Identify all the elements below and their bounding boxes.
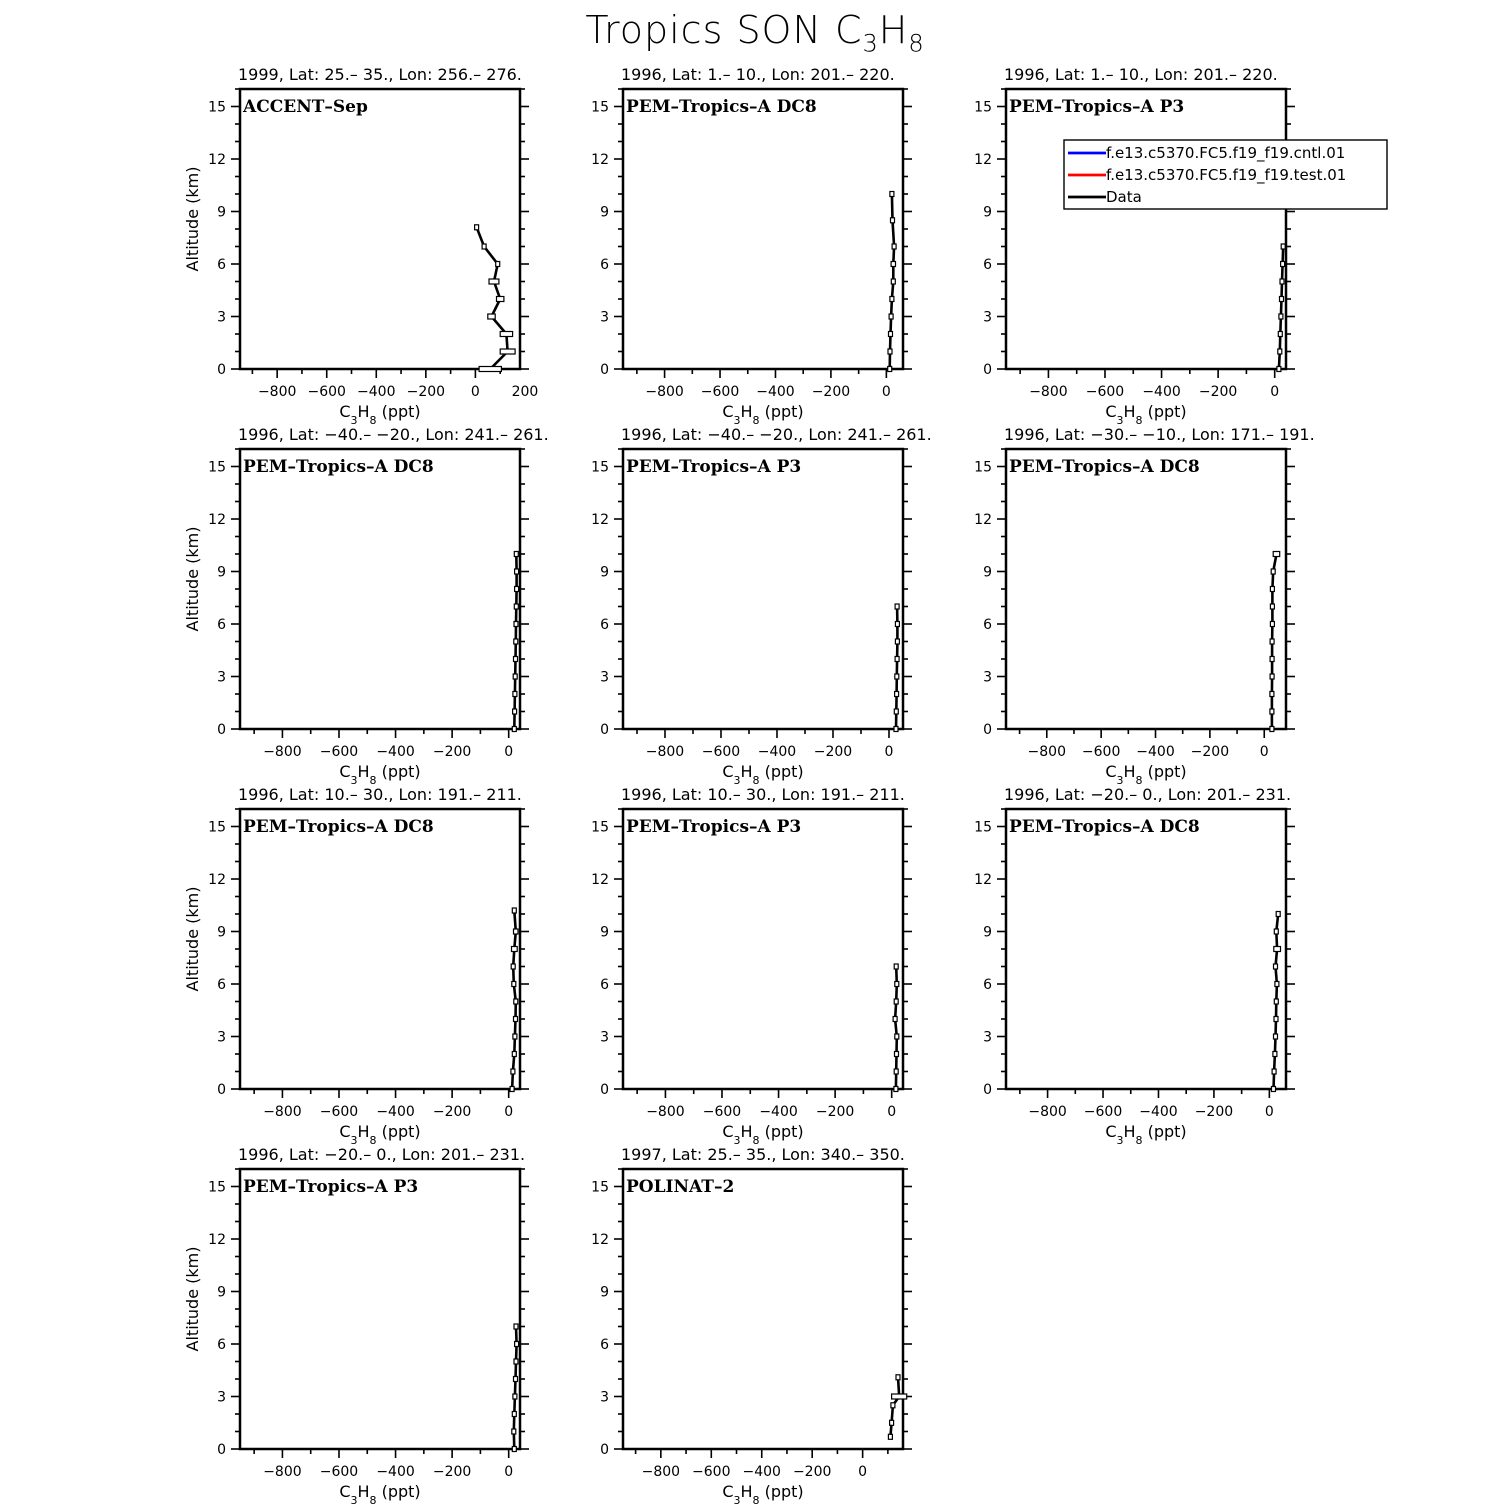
data-point-errorbox xyxy=(1274,1034,1278,1039)
panel-header: 1997, Lat: 25.– 35., Lon: 340.– 350. xyxy=(621,1145,905,1164)
y-tick-label: 12 xyxy=(974,152,992,168)
x-tick-label: −800 xyxy=(263,744,302,760)
y-tick-label: 15 xyxy=(974,99,992,116)
y-tick-label: 12 xyxy=(974,872,992,888)
campaign-label: PEM–Tropics–A P3 xyxy=(626,457,802,477)
data-point-errorbox xyxy=(510,1087,514,1092)
chart-panel-9 xyxy=(974,785,1295,1147)
plot-frame xyxy=(240,1169,520,1449)
data-point-errorbox xyxy=(479,367,501,372)
data-point-errorbox xyxy=(1274,999,1278,1004)
data-point-errorbox xyxy=(895,674,899,679)
data-point-errorbox xyxy=(888,367,892,372)
y-tick-label: 6 xyxy=(983,617,992,633)
x-tick-label: 0 xyxy=(881,384,891,400)
data-point-errorbox xyxy=(515,1342,519,1347)
data-point-errorbox xyxy=(1270,639,1274,644)
y-tick-label: 0 xyxy=(217,1442,226,1458)
x-tick-label: −800 xyxy=(1027,744,1067,760)
data-point-errorbox xyxy=(513,1394,517,1399)
y-tick-label: 15 xyxy=(208,1179,226,1196)
panel-header: 1996, Lat: −40.– −20., Lon: 241.– 261. xyxy=(621,425,932,444)
chart-panel-3 xyxy=(974,65,1295,427)
data-point-errorbox xyxy=(482,244,486,249)
y-tick-label: 6 xyxy=(217,1337,226,1353)
y-tick-label: 9 xyxy=(983,204,992,221)
figure-title: Tropics SON $C_3H_8$ xyxy=(585,8,925,58)
data-point-errorbox xyxy=(513,709,517,714)
y-tick-label: 9 xyxy=(600,1284,609,1301)
data-point-errorbox xyxy=(1274,929,1278,934)
x-axis-label: $C_3H_8$ (ppt) xyxy=(722,402,804,427)
plot-frame xyxy=(1006,449,1286,729)
x-tick-label: −200 xyxy=(432,1104,472,1120)
y-tick-label: 0 xyxy=(600,362,609,378)
panel-header: 1996, Lat: 1.– 10., Lon: 201.– 220. xyxy=(1004,65,1278,84)
data-point-errorbox xyxy=(1270,692,1274,697)
plot-frame xyxy=(240,449,520,729)
x-tick-label: −800 xyxy=(1029,384,1068,400)
x-tick-label: −400 xyxy=(742,1464,781,1480)
campaign-label: PEM–Tropics–A P3 xyxy=(626,817,802,837)
data-point-errorbox xyxy=(1273,552,1280,557)
y-tick-label: 12 xyxy=(208,512,226,528)
data-point-errorbox xyxy=(1277,367,1281,372)
x-tick-label: −400 xyxy=(376,1104,415,1120)
x-tick-label: 0 xyxy=(887,1104,897,1120)
data-point-errorbox xyxy=(1275,982,1279,987)
x-tick-label: 0 xyxy=(1270,384,1280,400)
y-tick-label: 3 xyxy=(600,309,609,326)
x-tick-label: −600 xyxy=(692,1464,731,1480)
plot-frame xyxy=(623,809,903,1089)
y-tick-label: 9 xyxy=(217,204,226,221)
campaign-label: PEM–Tropics–A DC8 xyxy=(243,817,434,837)
y-tick-label: 12 xyxy=(591,1232,609,1248)
y-tick-label: 6 xyxy=(983,977,992,993)
x-tick-label: 0 xyxy=(858,1464,868,1480)
data-point-errorbox xyxy=(512,982,516,987)
x-axis-label: $C_3H_8$ (ppt) xyxy=(1105,762,1187,787)
data-point-errorbox xyxy=(514,604,518,609)
chart-panel-8 xyxy=(591,785,912,1147)
y-axis-label: Altitude (km) xyxy=(183,526,202,632)
data-point-errorbox xyxy=(1280,279,1284,284)
y-tick-label: 0 xyxy=(600,1082,609,1098)
campaign-label: POLINAT–2 xyxy=(626,1177,735,1197)
data-point-errorbox xyxy=(891,262,895,267)
y-tick-label: 6 xyxy=(983,257,992,273)
data-point-errorbox xyxy=(515,569,519,574)
data-point-errorbox xyxy=(1274,947,1281,952)
y-tick-label: 0 xyxy=(983,722,992,738)
x-tick-label: −600 xyxy=(701,744,741,760)
y-tick-label: 12 xyxy=(208,152,226,168)
plot-frame xyxy=(1006,89,1286,369)
data-point-errorbox xyxy=(894,999,898,1004)
y-tick-label: 15 xyxy=(208,459,226,476)
x-tick-label: −600 xyxy=(319,1104,359,1120)
x-tick-label: −600 xyxy=(307,384,346,400)
x-axis-label: $C_3H_8$ (ppt) xyxy=(339,1122,421,1147)
x-tick-label: −200 xyxy=(1194,1104,1234,1120)
data-point-errorbox xyxy=(1270,604,1274,609)
data-point-errorbox xyxy=(892,1394,907,1399)
chart-panel-7 xyxy=(183,785,529,1147)
panel-header: 1999, Lat: 25.– 35., Lon: 256.– 276. xyxy=(238,65,522,84)
data-point-errorbox xyxy=(1278,349,1282,354)
data-point-errorbox xyxy=(896,1375,900,1380)
x-tick-label: 200 xyxy=(511,384,539,400)
chart-panel-11 xyxy=(591,1145,912,1507)
panel-header: 1996, Lat: −20.– 0., Lon: 201.– 231. xyxy=(1004,785,1292,804)
data-point-errorbox xyxy=(894,1069,898,1074)
panel-header: 1996, Lat: −20.– 0., Lon: 201.– 231. xyxy=(238,1145,526,1164)
data-point-errorbox xyxy=(514,622,518,627)
data-point-errorbox xyxy=(1270,709,1274,714)
campaign-label: PEM–Tropics–A DC8 xyxy=(626,97,817,117)
x-axis-label: $C_3H_8$ (ppt) xyxy=(1105,1122,1187,1147)
campaign-label: PEM–Tropics–A P3 xyxy=(1009,97,1185,117)
data-point-errorbox xyxy=(489,279,499,284)
data-point-errorbox xyxy=(895,604,899,609)
y-tick-label: 3 xyxy=(217,1389,226,1406)
data-point-errorbox xyxy=(511,1069,515,1074)
y-tick-label: 15 xyxy=(591,99,609,116)
y-tick-label: 3 xyxy=(600,1029,609,1046)
y-tick-label: 6 xyxy=(600,257,609,273)
y-tick-label: 0 xyxy=(217,1082,226,1098)
data-point-errorbox xyxy=(1270,674,1274,679)
data-point-errorbox xyxy=(893,1017,897,1022)
data-point-errorbox xyxy=(1278,332,1282,337)
chart-panel-6 xyxy=(974,425,1315,787)
y-tick-label: 9 xyxy=(600,924,609,941)
y-tick-label: 15 xyxy=(208,819,226,836)
y-tick-label: 3 xyxy=(217,1029,226,1046)
data-point-errorbox xyxy=(511,964,515,969)
x-tick-label: −400 xyxy=(1142,384,1181,400)
data-point-errorbox xyxy=(895,982,899,987)
x-tick-label: −200 xyxy=(1190,744,1230,760)
x-tick-label: −600 xyxy=(1083,1104,1123,1120)
data-point-errorbox xyxy=(888,1434,892,1439)
y-tick-label: 15 xyxy=(974,459,992,476)
data-point-errorbox xyxy=(895,692,899,697)
y-tick-label: 3 xyxy=(600,669,609,686)
data-point-errorbox xyxy=(512,908,516,913)
data-point-errorbox xyxy=(512,947,518,952)
y-tick-label: 15 xyxy=(591,819,609,836)
data-point-errorbox xyxy=(514,1377,518,1382)
chart-panel-5 xyxy=(591,425,932,787)
data-point-errorbox xyxy=(512,727,516,732)
x-tick-label: −200 xyxy=(811,384,851,400)
x-axis-label: $C_3H_8$ (ppt) xyxy=(339,1482,421,1507)
y-tick-label: 3 xyxy=(983,309,992,326)
panel-header: 1996, Lat: 1.– 10., Lon: 201.– 220. xyxy=(621,65,895,84)
data-point-errorbox xyxy=(496,262,500,267)
x-tick-label: −800 xyxy=(645,744,685,760)
data-point-errorbox xyxy=(890,297,894,302)
x-tick-label: −800 xyxy=(263,1104,302,1120)
y-tick-label: 3 xyxy=(983,1029,992,1046)
data-point-errorbox xyxy=(895,622,899,627)
x-tick-label: −600 xyxy=(1081,744,1121,760)
x-tick-label: 0 xyxy=(1264,1104,1274,1120)
y-tick-label: 3 xyxy=(217,309,226,326)
campaign-label: PEM–Tropics–A DC8 xyxy=(243,457,434,477)
plot-frame xyxy=(623,89,903,369)
y-tick-label: 12 xyxy=(591,872,609,888)
data-point-errorbox xyxy=(514,1017,518,1022)
y-tick-label: 3 xyxy=(983,669,992,686)
data-point-errorbox xyxy=(475,225,479,230)
y-tick-label: 6 xyxy=(217,617,226,633)
panel-header: 1996, Lat: −30.– −10., Lon: 171.– 191. xyxy=(1004,425,1315,444)
y-tick-label: 9 xyxy=(217,564,226,581)
plot-frame xyxy=(623,449,903,729)
y-tick-label: 6 xyxy=(217,257,226,273)
chart-panel-4 xyxy=(183,425,549,787)
data-point-errorbox xyxy=(512,1052,516,1057)
data-point-errorbox xyxy=(895,657,899,662)
data-point-errorbox xyxy=(1274,1017,1278,1022)
data-point-errorbox xyxy=(1281,244,1285,249)
data-point-errorbox xyxy=(1274,964,1278,969)
data-point-errorbox xyxy=(894,709,898,714)
y-tick-label: 0 xyxy=(600,722,609,738)
y-tick-label: 15 xyxy=(591,1179,609,1196)
campaign-label: PEM–Tropics–A DC8 xyxy=(1009,817,1200,837)
y-tick-label: 6 xyxy=(600,977,609,993)
y-tick-label: 9 xyxy=(983,924,992,941)
data-point-errorbox xyxy=(1273,1052,1277,1057)
x-axis-label: $C_3H_8$ (ppt) xyxy=(1105,402,1187,427)
x-axis-label: $C_3H_8$ (ppt) xyxy=(339,402,421,427)
data-point-errorbox xyxy=(888,349,892,354)
y-tick-label: 3 xyxy=(600,1389,609,1406)
y-tick-label: 9 xyxy=(217,924,226,941)
x-tick-label: −600 xyxy=(700,384,740,400)
panel-header: 1996, Lat: −40.– −20., Lon: 241.– 261. xyxy=(238,425,549,444)
data-point-errorbox xyxy=(514,657,518,662)
x-tick-label: −800 xyxy=(257,384,297,400)
x-tick-label: −200 xyxy=(406,384,446,400)
x-tick-label: −400 xyxy=(376,1464,415,1480)
chart-panel-10 xyxy=(183,1145,529,1507)
x-tick-label: −200 xyxy=(1198,384,1238,400)
y-tick-label: 9 xyxy=(217,1284,226,1301)
data-point-errorbox xyxy=(890,192,894,197)
y-tick-label: 12 xyxy=(591,512,609,528)
y-tick-label: 15 xyxy=(974,819,992,836)
y-tick-label: 0 xyxy=(217,362,226,378)
data-point-errorbox xyxy=(891,279,895,284)
x-tick-label: −800 xyxy=(263,1464,302,1480)
data-point-errorbox xyxy=(497,297,504,302)
data-point-errorbox xyxy=(892,244,896,249)
campaign-label: PEM–Tropics–A P3 xyxy=(243,1177,419,1197)
data-point-errorbox xyxy=(895,639,899,644)
data-point-errorbox xyxy=(512,1447,516,1452)
data-point-errorbox xyxy=(1272,1069,1276,1074)
y-tick-label: 12 xyxy=(208,872,226,888)
x-tick-label: 0 xyxy=(884,744,894,760)
plot-frame xyxy=(1006,809,1286,1089)
data-point-errorbox xyxy=(1272,1087,1276,1092)
data-point-errorbox xyxy=(1276,912,1280,917)
legend xyxy=(1064,140,1387,209)
y-tick-label: 9 xyxy=(600,564,609,581)
x-tick-label: −200 xyxy=(813,744,853,760)
data-point-errorbox xyxy=(513,692,517,697)
data-point-errorbox xyxy=(513,1034,517,1039)
x-tick-label: −800 xyxy=(646,1104,685,1120)
data-point-errorbox xyxy=(514,639,518,644)
y-tick-label: 6 xyxy=(217,977,226,993)
data-point-errorbox xyxy=(488,314,495,319)
data-point-errorbox xyxy=(889,314,893,319)
data-point-errorbox xyxy=(514,1359,518,1364)
x-tick-label: 0 xyxy=(504,744,514,760)
y-tick-label: 0 xyxy=(983,1082,992,1098)
data-point-errorbox xyxy=(513,674,517,679)
plot-frame xyxy=(623,1169,903,1449)
data-point-errorbox xyxy=(1270,727,1274,732)
x-tick-label: −200 xyxy=(815,1104,855,1120)
x-axis-label: $C_3H_8$ (ppt) xyxy=(722,1482,804,1507)
y-tick-label: 6 xyxy=(600,1337,609,1353)
data-point-errorbox xyxy=(891,218,895,223)
data-point-errorbox xyxy=(515,587,519,592)
y-tick-label: 9 xyxy=(983,564,992,581)
x-tick-label: −400 xyxy=(757,744,797,760)
data-point-errorbox xyxy=(891,1403,895,1408)
x-axis-label: $C_3H_8$ (ppt) xyxy=(722,1122,804,1147)
legend-entry-label: f.e13.c5370.FC5.f19_f19.test.01 xyxy=(1106,166,1347,184)
data-point-errorbox xyxy=(894,727,898,732)
x-tick-label: −800 xyxy=(645,384,684,400)
x-tick-label: −200 xyxy=(792,1464,832,1480)
data-point-errorbox xyxy=(1281,262,1285,267)
data-point-errorbox xyxy=(1270,587,1274,592)
plot-frame xyxy=(240,809,520,1089)
y-tick-label: 6 xyxy=(600,617,609,633)
y-tick-label: 9 xyxy=(600,204,609,221)
campaign-label: PEM–Tropics–A DC8 xyxy=(1009,457,1200,477)
x-tick-label: 0 xyxy=(504,1104,514,1120)
data-point-errorbox xyxy=(514,1324,518,1329)
x-tick-label: 0 xyxy=(1259,744,1269,760)
x-axis-label: $C_3H_8$ (ppt) xyxy=(722,762,804,787)
y-tick-label: 12 xyxy=(208,1232,226,1248)
x-tick-label: 0 xyxy=(470,384,480,400)
chart-panel-2 xyxy=(591,65,912,427)
data-point-errorbox xyxy=(1271,569,1275,574)
data-point-errorbox xyxy=(890,1420,894,1425)
y-tick-label: 0 xyxy=(983,362,992,378)
data-point-errorbox xyxy=(895,1052,899,1057)
y-axis-label: Altitude (km) xyxy=(183,1246,202,1352)
x-tick-label: −600 xyxy=(319,1464,359,1480)
x-tick-label: −400 xyxy=(357,384,396,400)
data-point-errorbox xyxy=(512,1412,516,1417)
legend-entry-label: f.e13.c5370.FC5.f19_f19.cntl.01 xyxy=(1106,144,1346,162)
x-tick-label: −400 xyxy=(376,744,415,760)
data-point-errorbox xyxy=(894,964,898,969)
data-point-errorbox xyxy=(1279,314,1283,319)
y-tick-label: 0 xyxy=(600,1442,609,1458)
data-point-errorbox xyxy=(500,349,515,354)
panel-header: 1996, Lat: 10.– 30., Lon: 191.– 211. xyxy=(238,785,522,804)
x-tick-label: −400 xyxy=(759,1104,798,1120)
x-tick-label: −400 xyxy=(1136,744,1175,760)
campaign-label: ACCENT–Sep xyxy=(243,97,368,117)
data-point-errorbox xyxy=(1280,297,1284,302)
x-tick-label: −800 xyxy=(641,1464,681,1480)
y-tick-label: 12 xyxy=(591,152,609,168)
panel-header: 1996, Lat: 10.– 30., Lon: 191.– 211. xyxy=(621,785,905,804)
y-tick-label: 12 xyxy=(974,512,992,528)
y-axis-label: Altitude (km) xyxy=(183,886,202,992)
y-tick-label: 15 xyxy=(208,99,226,116)
x-tick-label: −200 xyxy=(432,744,472,760)
data-point-errorbox xyxy=(512,1429,516,1434)
data-point-errorbox xyxy=(895,1034,899,1039)
x-tick-label: 0 xyxy=(504,1464,514,1480)
x-tick-label: −600 xyxy=(319,744,359,760)
x-tick-label: −600 xyxy=(702,1104,742,1120)
y-tick-label: 0 xyxy=(217,722,226,738)
x-tick-label: −600 xyxy=(1085,384,1125,400)
data-point-errorbox xyxy=(514,552,518,557)
x-tick-label: −200 xyxy=(432,1464,472,1480)
data-point-errorbox xyxy=(514,999,518,1004)
y-tick-label: 15 xyxy=(591,459,609,476)
data-point-errorbox xyxy=(514,929,519,934)
data-point-errorbox xyxy=(500,332,512,337)
data-point-errorbox xyxy=(1270,622,1274,627)
data-point-errorbox xyxy=(1270,657,1274,662)
x-tick-label: −400 xyxy=(1139,1104,1178,1120)
y-tick-label: 3 xyxy=(217,669,226,686)
x-tick-label: −800 xyxy=(1028,1104,1067,1120)
y-axis-label: Altitude (km) xyxy=(183,166,202,272)
chart-panel-1 xyxy=(183,65,538,427)
data-point-errorbox xyxy=(889,332,893,337)
x-tick-label: −400 xyxy=(756,384,795,400)
x-axis-label: $C_3H_8$ (ppt) xyxy=(339,762,421,787)
data-point-errorbox xyxy=(894,1087,898,1092)
legend-entry-label: Data xyxy=(1106,188,1142,206)
